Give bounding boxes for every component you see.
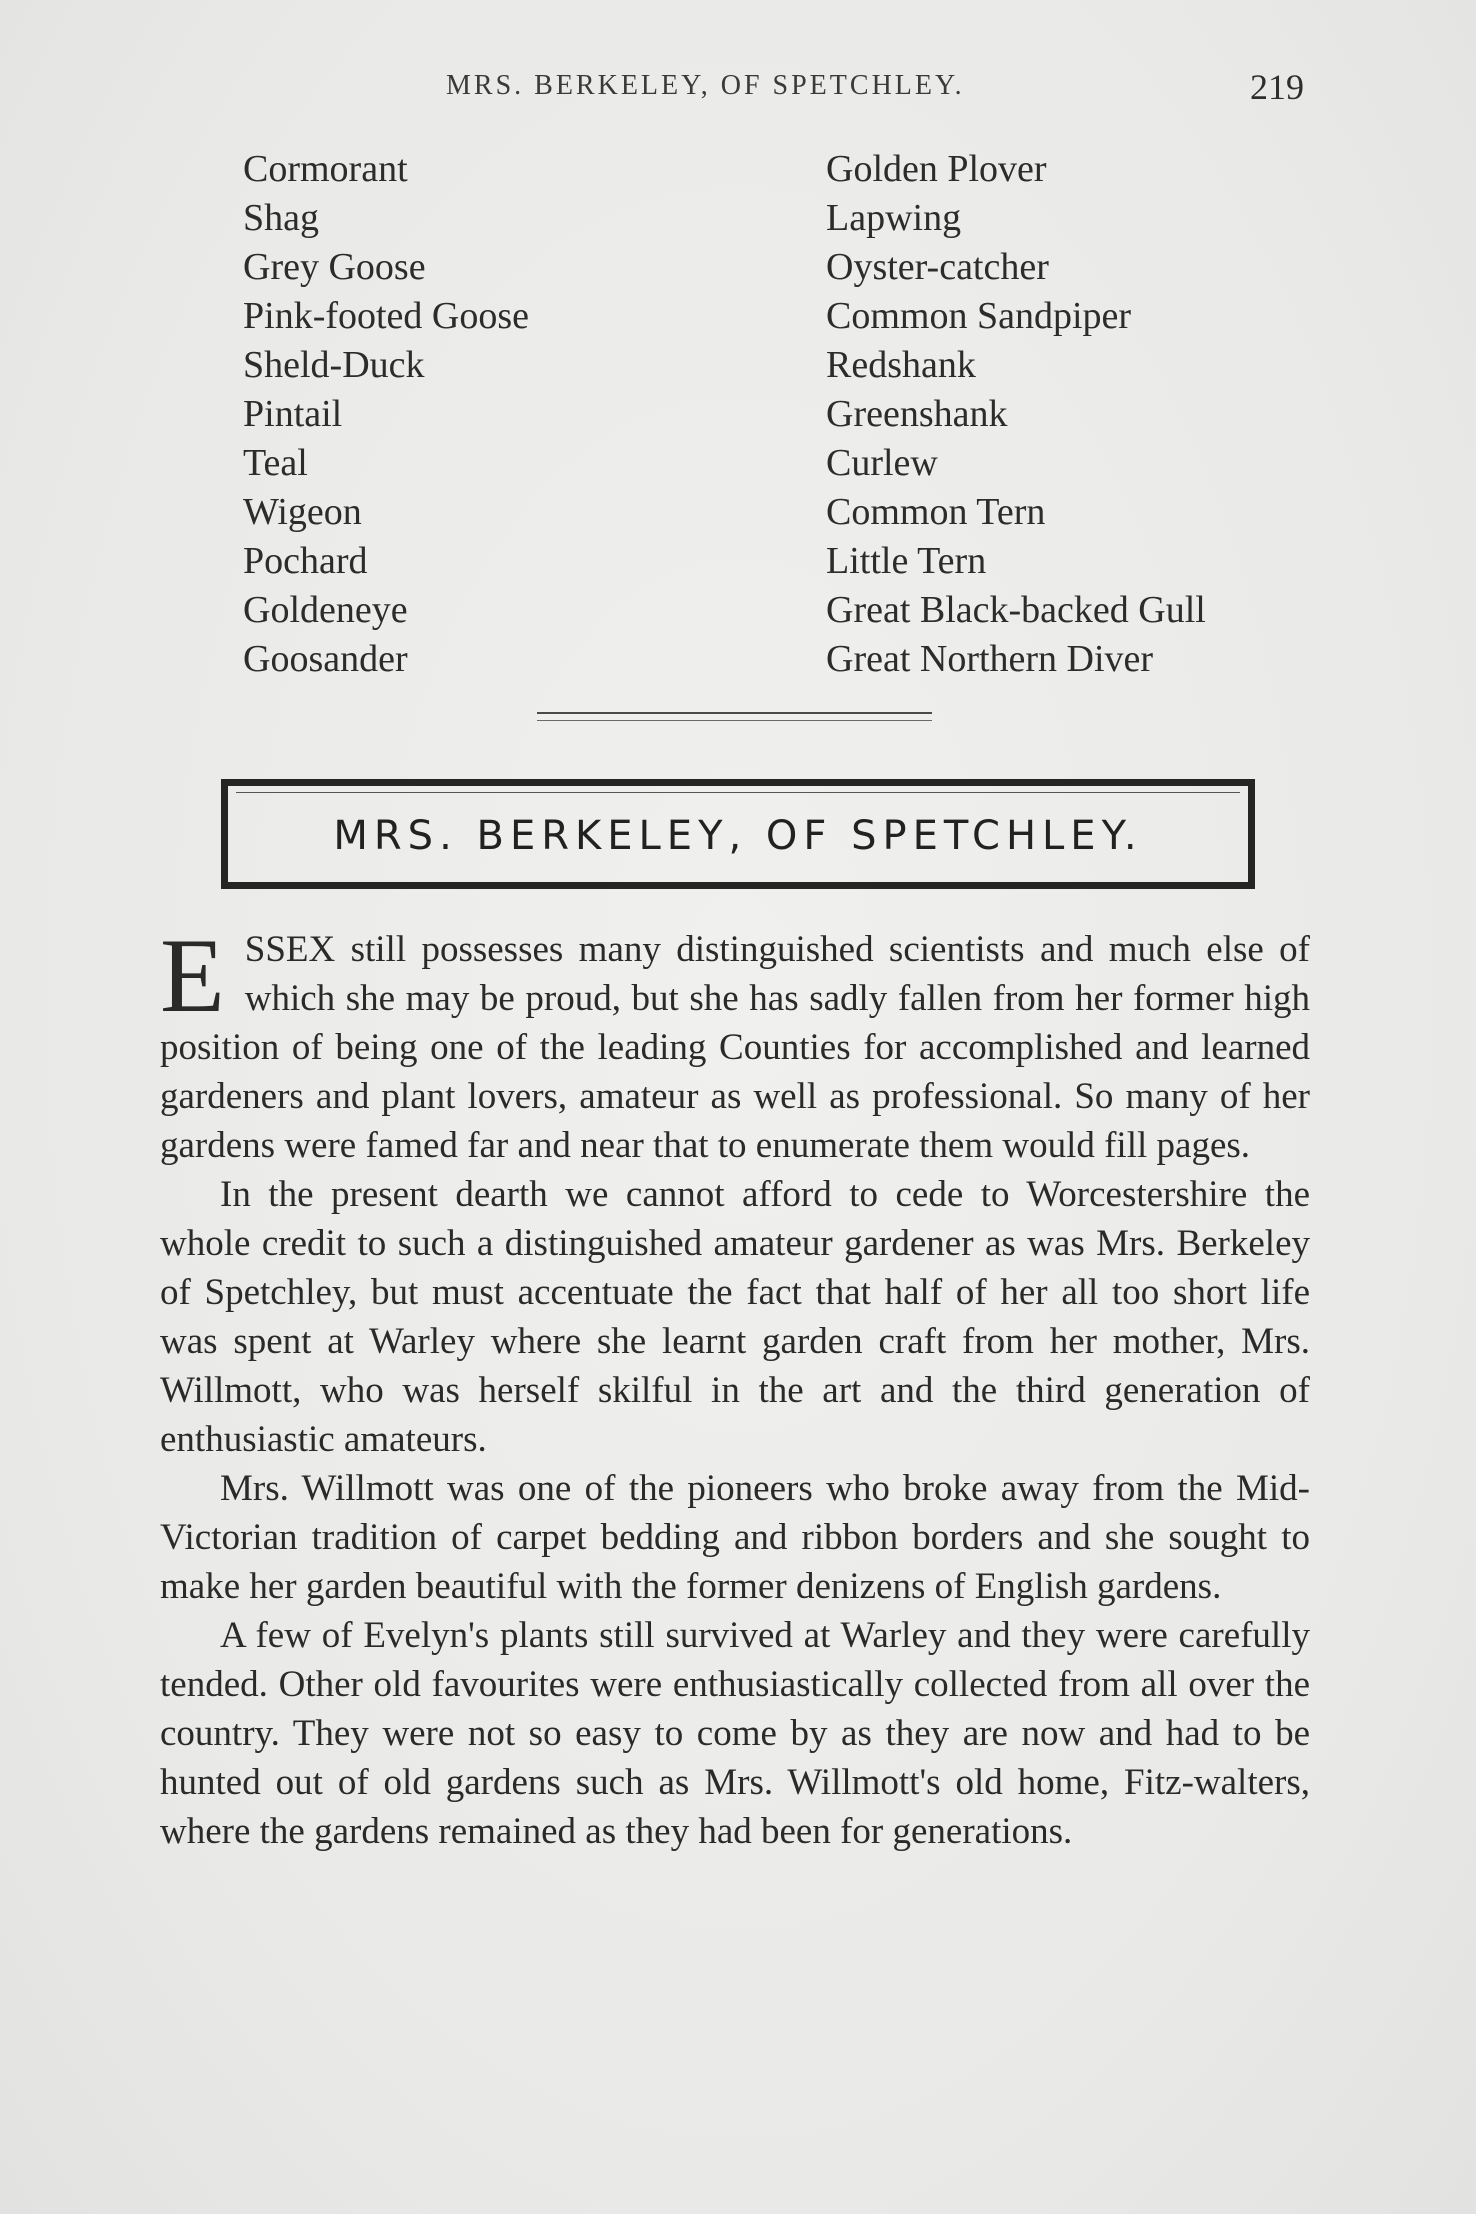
list-item: Cormorant [243, 148, 408, 190]
paragraph-2: In the present dearth we cannot afford to cede to Worcestershire the whole credit to such a distinguished amateur gardener as was Mrs. Berkeley of Spetchley, but must accentuate the fact that half of her all too short life was spent at Warley where she learnt garden craft from her mother, Mrs. Willmott, who was herself skilful in the art and the third generation of enthusiastic amateurs. [160, 1174, 1310, 1460]
list-item: Redshank [826, 344, 976, 386]
list-item: Pochard [243, 540, 368, 582]
list-item: Pintail [243, 393, 343, 435]
list-item: Little Tern [826, 540, 987, 582]
bird-list-right-column [826, 145, 1206, 684]
list-item: Shag [243, 197, 319, 239]
paragraph-1 [160, 917, 1310, 1170]
list-item: Common Sandpiper [826, 295, 1132, 337]
bird-list-left-column [243, 145, 529, 684]
list-item: Great Black-backed Gull [826, 589, 1206, 631]
running-title: MRS. BERKELEY, OF SPETCHLEY. [446, 70, 965, 101]
section-divider-rule [537, 712, 932, 721]
list-item: Teal [243, 442, 308, 484]
section-title-box [221, 779, 1255, 889]
page-number: 219 [1250, 67, 1304, 107]
list-item: Sheld-Duck [243, 344, 425, 386]
list-item: Golden Plover [826, 148, 1047, 190]
list-item: Lapwing [826, 197, 962, 239]
list-item: Greenshank [826, 393, 1008, 435]
list-item: Goosander [243, 638, 408, 680]
list-item: Pink-footed Goose [243, 295, 530, 337]
list-item: Great Northern Diver [826, 638, 1154, 680]
running-head [0, 67, 1476, 110]
list-item: Wigeon [243, 491, 362, 533]
drop-cap-letter: E [160, 917, 225, 1034]
body-text [160, 917, 1310, 1856]
list-item: Oyster-catcher [826, 246, 1049, 288]
list-item: Grey Goose [243, 246, 426, 288]
paragraph-4: A few of Evelyn's plants still survived at Warley and they were carefully tended. Other old favourites were enthusiastically collected from all over the country. They were not so easy to come by as they are now and had to be hunted out of old gardens such as Mrs. Willmott's old home, Fitz-walters, where the gardens remained as they had been for generations. [160, 1615, 1310, 1852]
paragraph-3: Mrs. Willmott was one of the pioneers who broke away from the Mid-Victorian tradition of carpet bedding and ribbon borders and she sought to make her garden beautiful with the former denizens of English gardens. [160, 1468, 1310, 1607]
list-item: Curlew [826, 442, 938, 484]
section-title: MRS. BERKELEY, OF SPETCHLEY. [333, 813, 1143, 859]
list-item: Common Tern [826, 491, 1046, 533]
list-item: Goldeneye [243, 589, 408, 631]
paragraph-1-text: SSEX still possesses many distinguished scientists and much else of which she may be proud, but she has sadly fallen from her former high position of being one of the leading Counties for accomplished and learned gardeners and plant lovers, amateur as well as professional. So many of her gardens were famed far and near that to enumerate them would fill pages. [160, 929, 1310, 1166]
